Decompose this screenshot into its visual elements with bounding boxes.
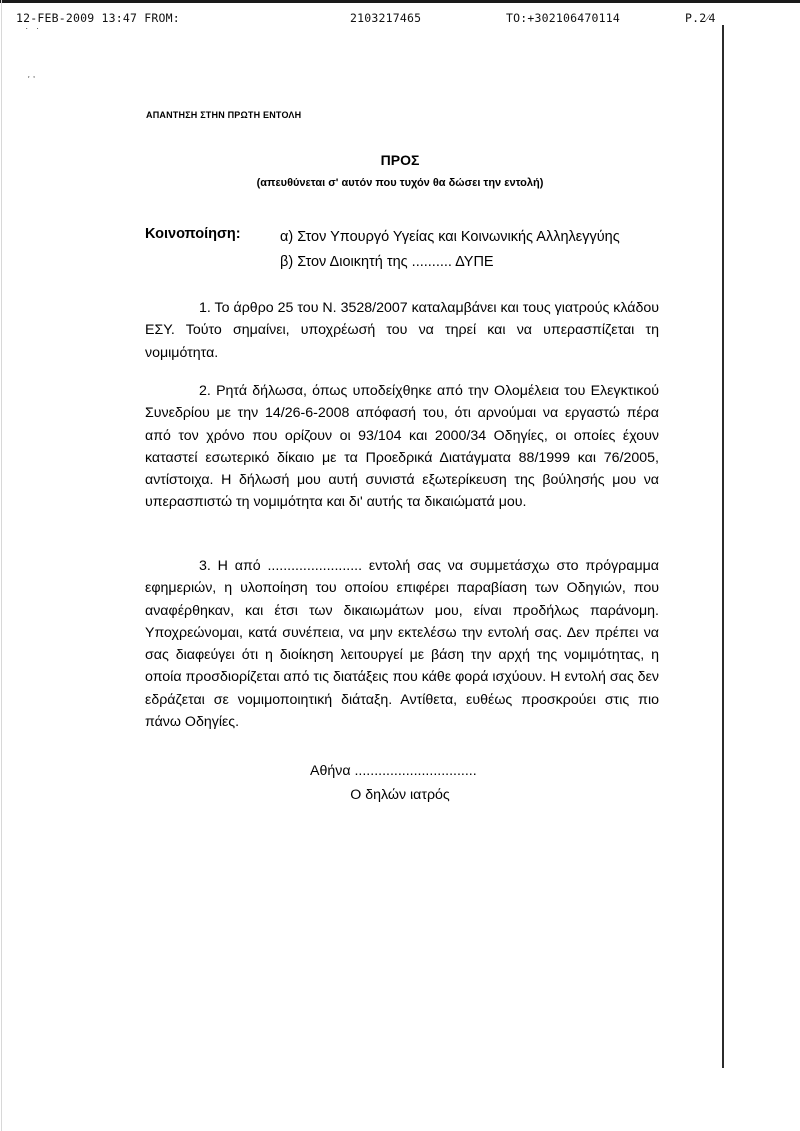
scan-top-border <box>0 0 800 3</box>
document-title: ΠΡΟΣ <box>380 152 420 168</box>
paragraph-1: 1. Το άρθρο 25 του Ν. 3528/2007 καταλαμβάνει και τους γιατρούς κλάδου ΕΣΥ. Τούτο σημαίνει, υποχρέωσή του να τηρεί και να υπερασπίζεται τη νομιμότητα. <box>145 300 659 361</box>
fax-datetime: 12-FEB-2009 13:47 FROM: <box>16 11 180 25</box>
signature-line: Ο δηλών ιατρός <box>350 787 450 803</box>
paragraph-3: 3. Η από ........................ εντολή σας να συμμετάσχω στο πρόγραμμα εφημεριών, η υλοποίηση του οποίου επιφέρει παραβίαση των Οδηγιών, που αναφέρθηκαν, και έτσι των δικαιωμάτων μου, είναι προδήλως παράνομη. Υποχρεώνομαι, κατά συνέπεια, να μην εκτελέσω την εντολή σας. Δεν πρέπει να σας διαφεύγει ότι η διοίκηση λειτουργεί με βάση την αρχή της νομιμότητας, η οποία προσδιορίζεται από τις διατάξεις που κάθε φορά ισχύουν. Η εντολή σας δεν εδράζεται σε νομιμοποιητική διάταξη. Αντίθετα, ευθέως προσκρούει στις πιο πάνω Οδηγίες. <box>145 558 659 731</box>
scan-speck: ˑˑ <box>26 74 37 84</box>
fax-page-number: P.2⁄4 <box>685 11 716 25</box>
place-date-line: Αθήνα ............................... <box>310 763 477 779</box>
document-subtitle: (απευθύνεται σ' αυτόν που τυχόν θα δώσει την εντολή) <box>256 177 544 189</box>
cc-recipient-a: α) Στον Υπουργό Υγείας και Κοινωνικής Αλληλεγγύης <box>280 229 620 245</box>
cc-recipient-b: β) Στον Διοικητή της .......... ΔΥΠΕ <box>280 254 494 270</box>
document-heading: ΑΠΑΝΤΗΣΗ ΣΤΗΝ ΠΡΩΤΗ ΕΝΤΟΛΗ <box>146 110 302 120</box>
cc-label: Κοινοποίηση: <box>145 226 241 242</box>
fax-to-number: TO:+302106470114 <box>506 11 620 25</box>
paragraph-2: 2. Ρητά δήλωσα, όπως υποδείχθηκε από την Ολομέλεια του Ελεγκτικού Συνεδρίου με την 14/26-6-2008 απόφασή του, ότι αρνούμαι να εργαστώ πέρα από τον χρόνο που ορίζουν οι 93/104 και 2000/34 Οδηγίες, οι οποίες έχουν καταστεί εσωτερικό δίκαιο με τα Προεδρικά Διατάγματα 88/1999 και 76/2005, αντίστοιχα. Η δήλωσή μου αυτή συνιστά εξωτερίκευση της βούλησής μου να υπερασπιστώ τη νομιμότητα και δι' αυτής τα δικαιώματά μου. <box>145 383 659 511</box>
scan-speck: ˙ ˙ <box>24 28 41 38</box>
fax-from-number: 2103217465 <box>350 11 422 25</box>
scan-left-edge <box>1 0 2 1131</box>
